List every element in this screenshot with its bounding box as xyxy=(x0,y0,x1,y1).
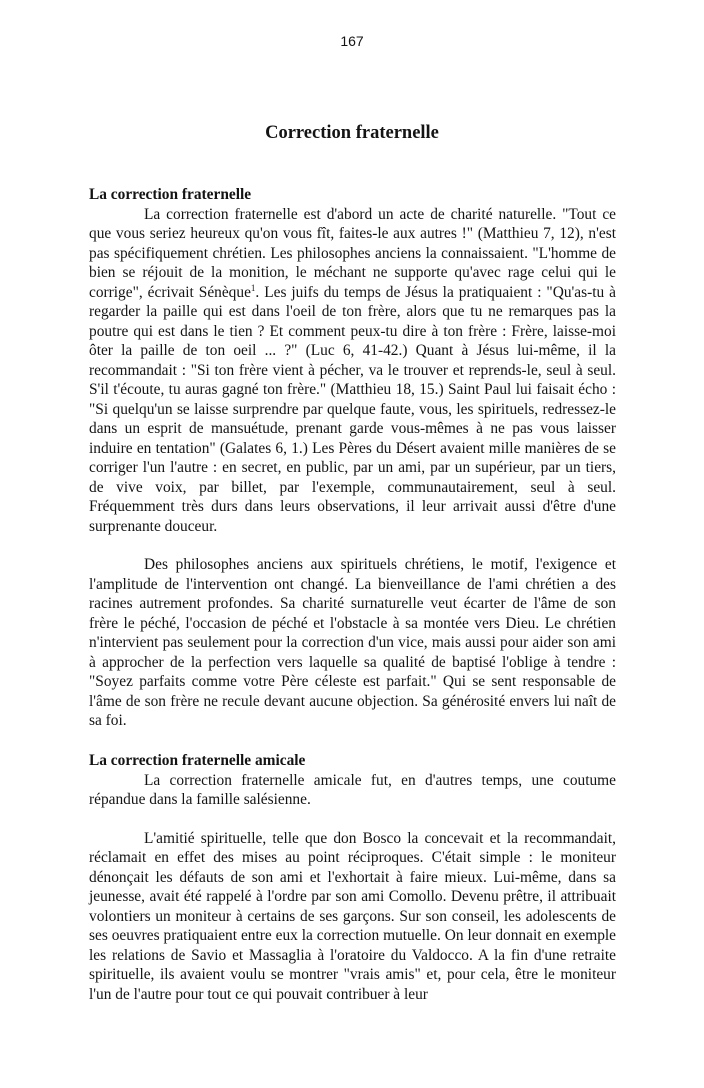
paragraph: L'amitié spirituelle, telle que don Bosco la concevait et la recommandait, réclamait en effet des mises au point réciproques. C'était simple : le moniteur dénonçait les défauts de son ami et l'exhortait à faire mieux. Lui-même, dans sa jeunesse, avait été rappelé à l'ordre par son ami Comollo. Devenu prêtre, il attribuait volontiers un moniteur à certains de ses garçons. Sur son conseil, les adolescents de ses oeuvres pratiquaient entre eux la correction mutuelle. On leur donnait en exemple les relations de Savio et Massaglia à l'oratoire du Valdocco. A la fin d'une retraite spirituelle, ils avaient voulu se montrer "vrais amis" et, pour cela, être le moniteur l'un de l'autre pour tout ce qui pouvait contribuer à leur xyxy=(89,829,616,1003)
paragraph: Des philosophes anciens aux spirituels chrétiens, le motif, l'exigence et l'amplitude de l'intervention ont changé. La bienveillance de l'ami chrétien a des racines autrement profondes. Sa charité surnaturelle veut écarter de l'âme de son frère le péché, l'occasion de péché et l'obstacle à sa montée vers Dieu. Le chrétien n'intervient pas seulement pour la correction d'un vice, mais aussi pour aider son ami à approcher de la perfection vers laquelle sa qualité de baptisé l'oblige à tendre : "Soyez parfaits comme votre Père céleste est parfait." Qui se sent responsable de l'âme de son frère ne recule devant aucune objection. Sa générosité envers lui naît de sa foi. xyxy=(89,556,616,729)
section-correction-fraternelle xyxy=(89,185,616,731)
paragraph: La correction fraternelle amicale fut, en d'autres temps, une coutume répandue dans la famille salésienne. xyxy=(89,771,616,808)
section-correction-fraternelle-amicale xyxy=(89,751,616,1004)
paragraph xyxy=(89,205,616,537)
page-number: 167 xyxy=(340,33,364,49)
section-heading: La correction fraternelle xyxy=(89,186,252,203)
paragraph-text: La correction fraternelle est d'abord un acte de charité naturelle. "Tout ce que vous seriez heureux qu'on vous fît, faites-le aux autres !" (Matthieu 7, 12), n'est pas spécifiquement chrétien. Les philosophes anciens la connaissaient. "L'homme de bien se réjouit de la monition, le méchant ne supporte qu'avec rage celui qui le corrige", écrivait Sénèque xyxy=(89,205,616,301)
page-title: Correction fraternelle xyxy=(265,123,439,143)
footnote-marker: 1 xyxy=(250,282,256,293)
paragraph-text: . Les juifs du temps de Jésus la pratiquaient : "Qu'as-tu à regarder la paille qui est dans l'oeil de ton frère, alors que tu ne remarques pas la poutre qui est dans le tien ? Et comment peux-tu dire à ton frère : Frère, laisse-moi ôter la paille de ton oeil ... ?" (Luc 6, 41-42.) Quant à Jésus lui-même, il la recommandait : "Si ton frère vient à pécher, va le trouver et reprends-le, seul à seul. S'il t'écoute, tu auras gagné ton frère." (Matthieu 18, 15.) Saint Paul lui faisait écho : "Si quelqu'un se laisse surprendre par quelque faute, vous, les spirituels, redressez-le dans un esprit de mansuétude, prenant garde vous-mêmes à ne pas vous laisser induire en tentation" (Galates 6, 1.) Les Pères du Désert avaient mille manières de se corriger l'un l'autre : en secret, en public, par un ami, par un supérieur, par un tiers, de vive voix, par billet, par l'exemple, communautairement, seul à seul. Fréquemment très durs dans leurs observations, il leur arrivait aussi d'être d'une surprenante douceur. xyxy=(89,283,617,535)
section-heading: La correction fraternelle amicale xyxy=(89,752,306,769)
